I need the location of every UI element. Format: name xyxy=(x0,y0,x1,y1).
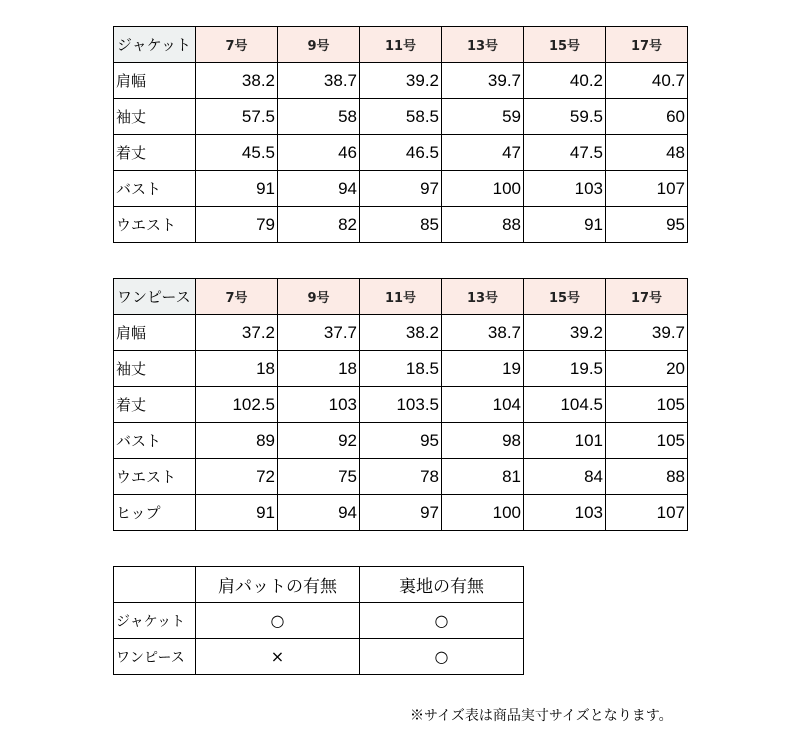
lining-mark: ○ xyxy=(360,603,524,639)
table-row xyxy=(114,171,688,207)
table-row xyxy=(114,603,524,639)
size-header: 13号 xyxy=(442,279,524,315)
row-label: 袖丈 xyxy=(114,351,196,387)
row-label: ワンピース xyxy=(114,639,196,675)
size-header: 11号 xyxy=(360,279,442,315)
table-cell: 47.5 xyxy=(524,135,606,171)
table-cell: 107 xyxy=(606,171,688,207)
table-cell: 19 xyxy=(442,351,524,387)
table-cell: 92 xyxy=(278,423,360,459)
table-row xyxy=(114,459,688,495)
table-header-row xyxy=(114,27,688,63)
table-cell: 98 xyxy=(442,423,524,459)
table-cell: 100 xyxy=(442,495,524,531)
table-row xyxy=(114,63,688,99)
table-cell: 37.7 xyxy=(278,315,360,351)
table-cell: 45.5 xyxy=(196,135,278,171)
table-cell: 48 xyxy=(606,135,688,171)
table-cell: 91 xyxy=(196,171,278,207)
table-cell: 100 xyxy=(442,171,524,207)
row-label: 袖丈 xyxy=(114,99,196,135)
table-cell: 91 xyxy=(524,207,606,243)
row-label: ウエスト xyxy=(114,207,196,243)
row-label: ヒップ xyxy=(114,495,196,531)
table-cell: 38.7 xyxy=(442,315,524,351)
size-note: ※サイズ表は商品実寸サイズとなります。 xyxy=(410,708,673,724)
table-row xyxy=(114,495,688,531)
jacket-corner-label: ジャケット xyxy=(114,27,196,63)
size-header: 13号 xyxy=(442,27,524,63)
table-cell: 94 xyxy=(278,171,360,207)
size-header: 9号 xyxy=(278,279,360,315)
table-cell: 39.7 xyxy=(606,315,688,351)
row-label: 肩幅 xyxy=(114,63,196,99)
table-cell: 82 xyxy=(278,207,360,243)
table-cell: 37.2 xyxy=(196,315,278,351)
table-cell: 102.5 xyxy=(196,387,278,423)
table-cell: 85 xyxy=(360,207,442,243)
table-cell: 78 xyxy=(360,459,442,495)
table-cell: 59 xyxy=(442,99,524,135)
row-label: ウエスト xyxy=(114,459,196,495)
lining-header: 裏地の有無 xyxy=(360,567,524,603)
shoulder-pad-lining-table xyxy=(113,566,524,675)
table-cell: 39.2 xyxy=(360,63,442,99)
table-cell: 39.2 xyxy=(524,315,606,351)
table-row xyxy=(114,387,688,423)
table-cell: 105 xyxy=(606,387,688,423)
size-header: 17号 xyxy=(606,279,688,315)
table-cell: 103 xyxy=(524,495,606,531)
table-cell: 94 xyxy=(278,495,360,531)
row-label: バスト xyxy=(114,171,196,207)
empty-corner-cell xyxy=(114,567,196,603)
table-cell: 105 xyxy=(606,423,688,459)
table-cell: 59.5 xyxy=(524,99,606,135)
table-cell: 75 xyxy=(278,459,360,495)
shoulder-pad-mark: ○ xyxy=(196,603,360,639)
onepiece-size-table xyxy=(113,278,688,531)
size-header: 7号 xyxy=(196,279,278,315)
size-header: 9号 xyxy=(278,27,360,63)
size-header: 7号 xyxy=(196,27,278,63)
table-cell: 40.2 xyxy=(524,63,606,99)
row-label: 着丈 xyxy=(114,135,196,171)
table-cell: 20 xyxy=(606,351,688,387)
table-cell: 58 xyxy=(278,99,360,135)
table-row xyxy=(114,99,688,135)
table-cell: 46 xyxy=(278,135,360,171)
row-label: 肩幅 xyxy=(114,315,196,351)
table-cell: 40.7 xyxy=(606,63,688,99)
table-cell: 72 xyxy=(196,459,278,495)
table-row xyxy=(114,639,524,675)
table-cell: 88 xyxy=(442,207,524,243)
table-cell: 38.7 xyxy=(278,63,360,99)
table-cell: 95 xyxy=(360,423,442,459)
table-cell: 46.5 xyxy=(360,135,442,171)
table-cell: 91 xyxy=(196,495,278,531)
table-cell: 18 xyxy=(196,351,278,387)
table-cell: 104 xyxy=(442,387,524,423)
table-cell: 97 xyxy=(360,495,442,531)
table-cell: 104.5 xyxy=(524,387,606,423)
shoulder-pad-mark: × xyxy=(196,639,360,675)
table-cell: 103.5 xyxy=(360,387,442,423)
table-row xyxy=(114,207,688,243)
table-header-row xyxy=(114,567,524,603)
row-label: バスト xyxy=(114,423,196,459)
onepiece-corner-label: ワンピース xyxy=(114,279,196,315)
table-cell: 95 xyxy=(606,207,688,243)
table-cell: 84 xyxy=(524,459,606,495)
table-row xyxy=(114,351,688,387)
table-cell: 38.2 xyxy=(360,315,442,351)
table-cell: 57.5 xyxy=(196,99,278,135)
table-row xyxy=(114,135,688,171)
size-header: 17号 xyxy=(606,27,688,63)
table-cell: 58.5 xyxy=(360,99,442,135)
table-row xyxy=(114,315,688,351)
table-cell: 89 xyxy=(196,423,278,459)
table-cell: 19.5 xyxy=(524,351,606,387)
size-header: 15号 xyxy=(524,27,606,63)
table-cell: 47 xyxy=(442,135,524,171)
table-cell: 88 xyxy=(606,459,688,495)
table-cell: 107 xyxy=(606,495,688,531)
row-label: 着丈 xyxy=(114,387,196,423)
table-cell: 39.7 xyxy=(442,63,524,99)
table-cell: 103 xyxy=(278,387,360,423)
jacket-size-table xyxy=(113,26,688,243)
table-cell: 38.2 xyxy=(196,63,278,99)
table-row xyxy=(114,423,688,459)
shoulder-pad-header: 肩パットの有無 xyxy=(196,567,360,603)
table-cell: 103 xyxy=(524,171,606,207)
lining-mark: ○ xyxy=(360,639,524,675)
size-header: 15号 xyxy=(524,279,606,315)
table-cell: 81 xyxy=(442,459,524,495)
table-header-row xyxy=(114,279,688,315)
table-cell: 18.5 xyxy=(360,351,442,387)
table-cell: 18 xyxy=(278,351,360,387)
row-label: ジャケット xyxy=(114,603,196,639)
size-header: 11号 xyxy=(360,27,442,63)
table-cell: 97 xyxy=(360,171,442,207)
table-cell: 60 xyxy=(606,99,688,135)
table-cell: 79 xyxy=(196,207,278,243)
table-cell: 101 xyxy=(524,423,606,459)
